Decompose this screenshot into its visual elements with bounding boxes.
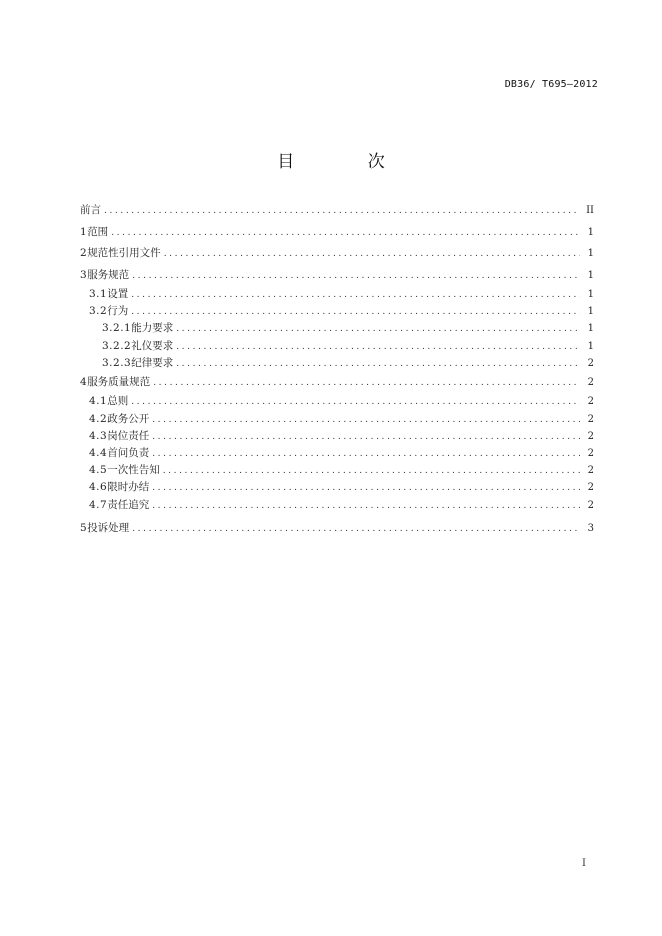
toc-entry-number: 3.2.1 — [102, 322, 132, 335]
toc-entry-label: 总则 — [107, 395, 129, 408]
toc-entry-page: 2 — [587, 465, 594, 477]
toc-entry-3[interactable] — [80, 265, 594, 287]
toc-entry-page: II — [586, 205, 594, 216]
toc-leader-dots — [131, 287, 580, 304]
toc-entry-number: 5 — [80, 521, 88, 534]
toc-leader-dots — [104, 201, 580, 223]
toc-entry-label: 责任追究 — [107, 498, 150, 511]
toc-entry-3-2[interactable] — [80, 303, 594, 320]
toc-entry-4-4[interactable] — [80, 445, 594, 462]
toc-entry-page: 2 — [587, 430, 594, 442]
toc-entry-number: 3.2.3 — [102, 356, 132, 369]
toc-entry-page: 1 — [587, 306, 594, 318]
toc-entry-number: 4.3 — [89, 429, 108, 442]
toc-entry-label: 限时办结 — [107, 481, 150, 494]
toc-entry-4-1[interactable] — [80, 393, 594, 410]
toc-entry-label: 行为 — [107, 305, 129, 318]
toc-entry-5[interactable] — [80, 518, 594, 540]
toc-entry-number: 4.5 — [89, 464, 108, 477]
toc-leader-dots — [152, 429, 580, 446]
toc-entry-page: 1 — [587, 289, 594, 300]
toc-entry-number: 4.2 — [89, 412, 108, 425]
toc-entry-label: 岗位责任 — [107, 429, 150, 442]
toc-entry-label: 纪律要求 — [131, 356, 174, 369]
toc-entry-number: 1 — [80, 225, 88, 238]
toc-leader-dots — [131, 304, 580, 321]
toc-entry-page: 1 — [587, 269, 594, 281]
toc-entry-4-5[interactable] — [80, 462, 594, 479]
toc-leader-dots — [131, 394, 580, 411]
toc-leader-dots — [153, 373, 580, 395]
table-of-contents — [80, 200, 594, 539]
toc-entry-number: 4.4 — [89, 447, 108, 459]
toc-entry-page: 1 — [587, 323, 594, 335]
toc-entry-4-3[interactable] — [80, 428, 594, 445]
toc-entry-number: 3.2.2 — [102, 339, 132, 352]
toc-entry-number: 4 — [80, 375, 88, 388]
toc-leader-dots — [176, 339, 580, 356]
toc-leader-dots — [163, 463, 580, 480]
toc-entry-label: 范围 — [87, 225, 109, 238]
toc-entry-number: 4.7 — [89, 498, 108, 511]
toc-entry-page: 2 — [587, 396, 594, 408]
toc-leader-dots — [132, 266, 580, 288]
toc-entry-page: 2 — [587, 376, 594, 388]
toc-entry-page: 2 — [587, 357, 594, 369]
toc-title: 目 次 — [277, 152, 419, 172]
toc-entry-number: 3.1 — [89, 288, 108, 300]
standard-code: DB36/ T695—2012 — [504, 79, 598, 90]
toc-leader-dots — [164, 244, 580, 266]
toc-leader-dots — [176, 321, 580, 338]
toc-entry-number: 3 — [80, 268, 88, 281]
toc-entry-number: 2 — [80, 247, 88, 259]
toc-entry-label: 投诉处理 — [87, 521, 130, 534]
toc-entry-page: 1 — [587, 340, 594, 352]
toc-entry-1[interactable] — [80, 222, 594, 244]
toc-entry-page: 2 — [587, 482, 594, 494]
toc-entry-label: 政务公开 — [107, 412, 150, 425]
toc-entry-4-6[interactable] — [80, 479, 594, 496]
toc-entry-page: 2 — [587, 413, 594, 425]
toc-entry-label: 规范性引用文件 — [87, 247, 161, 259]
toc-entry-foreword[interactable] — [80, 200, 594, 222]
toc-entry-number: 3.2 — [89, 305, 108, 318]
toc-entry-3-1[interactable] — [80, 286, 594, 303]
toc-entry-4-2[interactable] — [80, 411, 594, 428]
toc-entry-3-2-1[interactable] — [80, 320, 594, 337]
toc-leader-dots — [152, 498, 580, 515]
toc-entry-label: 设置 — [107, 288, 129, 300]
toc-entry-page: 2 — [587, 448, 594, 459]
toc-entry-page: 3 — [587, 522, 594, 534]
page-number: I — [582, 858, 586, 869]
toc-entry-label: 服务质量规范 — [87, 375, 151, 388]
toc-leader-dots — [176, 356, 580, 373]
toc-entry-2[interactable] — [80, 243, 594, 265]
toc-entry-label: 礼仪要求 — [131, 339, 174, 352]
toc-entry-page: 1 — [587, 248, 594, 259]
toc-entry-label: 能力要求 — [131, 322, 174, 335]
toc-leader-dots — [111, 223, 580, 245]
toc-entry-page: 1 — [587, 226, 594, 238]
toc-entry-4-7[interactable] — [80, 497, 594, 514]
toc-entry-4[interactable] — [80, 372, 594, 394]
toc-entry-label: 一次性告知 — [107, 464, 160, 477]
toc-leader-dots — [152, 412, 580, 429]
toc-leader-dots — [152, 446, 580, 463]
toc-entry-number: 4.6 — [89, 481, 108, 494]
toc-entry-label: 前言 — [80, 204, 101, 216]
toc-entry-label: 服务规范 — [87, 268, 130, 281]
toc-leader-dots — [152, 480, 580, 497]
toc-leader-dots — [132, 519, 580, 541]
toc-entry-label: 首问负责 — [107, 447, 150, 459]
toc-entry-3-2-2[interactable] — [80, 338, 594, 355]
toc-entry-number: 4.1 — [89, 395, 108, 408]
toc-entry-page: 2 — [587, 499, 594, 511]
toc-entry-3-2-3[interactable] — [80, 355, 594, 372]
